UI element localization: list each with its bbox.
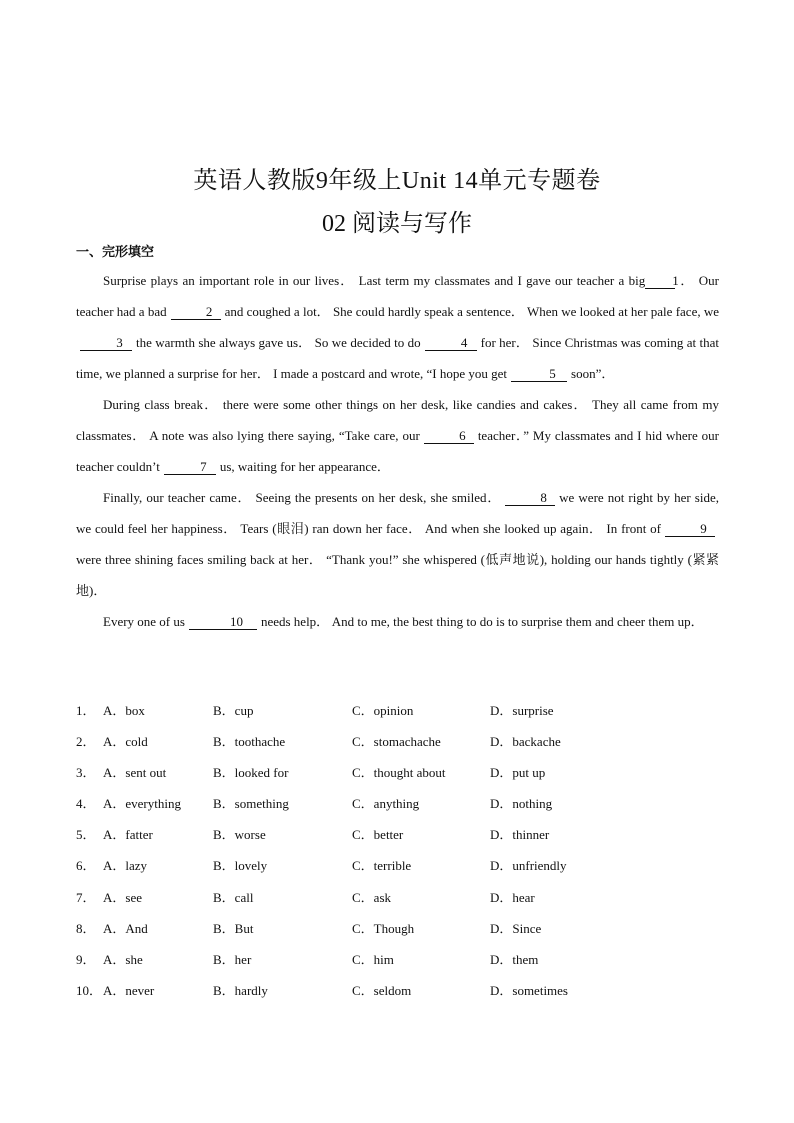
option-b: B．call <box>213 889 254 905</box>
option-a: A．sent out <box>103 765 167 781</box>
question-number: 2． <box>76 734 96 750</box>
passage-text: ． Our teacher had a bad <box>76 273 720 319</box>
option-d: D．hear <box>490 889 535 905</box>
blank-2: 2 <box>171 305 221 320</box>
question-row <box>76 700 726 731</box>
document-subtitle: 02 阅读与写作 <box>322 211 472 237</box>
blank-1: 1 <box>645 274 675 289</box>
passage-text: us, waiting for her appearance． <box>219 459 390 474</box>
blank-6: 6 <box>424 429 474 444</box>
question-number: 10． <box>76 982 103 998</box>
passage-paragraph-2 <box>76 389 719 482</box>
question-number: 9． <box>76 951 96 967</box>
document-title: 英语人教版9年级上Unit 14单元专题卷 <box>193 168 601 194</box>
option-d: D．thinner <box>490 827 550 843</box>
option-b: B．hardly <box>213 982 268 998</box>
passage-text: the warmth she always gave us． So we decided to do <box>136 335 421 350</box>
blank-10: 10 <box>189 615 257 630</box>
option-c: C．Though <box>352 920 415 936</box>
blank-7: 7 <box>164 460 216 475</box>
question-number: 6． <box>76 858 96 874</box>
blank-8: 8 <box>505 491 555 506</box>
option-c: C．ask <box>352 889 392 905</box>
blank-3: 3 <box>80 336 132 351</box>
question-number: 7． <box>76 889 96 905</box>
passage-text: for her． Since Christmas was coming at that time, we planned a surprise for her． I made a postcard and wrote, “I hope you get <box>76 335 720 381</box>
blank-5: 5 <box>511 367 567 382</box>
question-row <box>76 980 726 1011</box>
option-c: C．anything <box>352 796 420 812</box>
option-b: B．lovely <box>213 858 268 874</box>
option-d: D．Since <box>490 920 542 936</box>
passage-text: During class break． there were some other things on her desk, like candies and cakes． They all came from my classmates． A note was also lying there saying, “Take care, our <box>76 397 719 443</box>
question-row <box>76 949 726 980</box>
question-number: 4． <box>76 796 96 812</box>
option-d: D．backache <box>490 734 561 750</box>
question-list <box>76 700 726 1011</box>
option-a: A．And <box>103 920 148 936</box>
option-d: D．nothing <box>490 796 553 812</box>
question-row <box>76 824 726 855</box>
passage-text: Finally, our teacher came． Seeing the presents on her desk, she smiled． <box>103 490 502 505</box>
option-b: B．worse <box>213 827 266 843</box>
question-number: 3． <box>76 765 96 781</box>
passage-text: Every one of us <box>103 614 185 629</box>
option-d: D．surprise <box>490 703 554 718</box>
passage-paragraph-1 <box>76 265 719 389</box>
question-number: 1． <box>76 703 96 718</box>
option-d: D．put up <box>490 765 546 781</box>
option-d: D．them <box>490 951 539 967</box>
passage-text: we were not right by her side, we could feel her happiness． Tears (眼泪) ran down her face． And when she looked up again． In front of <box>76 490 719 536</box>
option-a: A．lazy <box>103 858 148 874</box>
question-number: 5． <box>76 827 96 843</box>
passage-text: teacher．” My classmates and I hid where our teacher couldn’t <box>76 428 719 474</box>
option-a: A．everything <box>103 796 181 812</box>
section-heading: 一、完形填空 <box>76 245 155 260</box>
option-c: C．thought about <box>352 765 446 781</box>
option-a: A．see <box>103 889 142 905</box>
option-b: B．cup <box>213 703 254 718</box>
option-b: B．something <box>213 796 289 812</box>
option-c: C．seldom <box>352 982 412 998</box>
passage-text: soon”． <box>571 366 615 381</box>
question-row <box>76 793 726 824</box>
question-row <box>76 918 726 949</box>
question-number: 8． <box>76 920 96 936</box>
question-row <box>76 887 726 918</box>
option-a: A．fatter <box>103 827 153 843</box>
option-c: C．terrible <box>352 858 412 874</box>
passage-text: Surprise plays an important role in our lives． Last term my classmates and I gave our teacher a big <box>103 273 646 288</box>
passage-paragraph-4 <box>76 606 719 637</box>
option-a: A．never <box>103 982 155 998</box>
passage-text: needs help． And to me, the best thing to do is to surprise them and cheer them up． <box>260 614 704 629</box>
option-c: C．him <box>352 951 394 967</box>
option-d: D．unfriendly <box>490 858 567 874</box>
cloze-passage <box>76 265 719 637</box>
blank-9: 9 <box>665 522 715 537</box>
passage-text: and coughed a lot． She could hardly speak a sentence． When we looked at her pale face, we <box>224 304 719 319</box>
option-a: A．box <box>103 703 145 718</box>
option-b: B．her <box>213 951 252 967</box>
option-d: D．sometimes <box>490 982 568 998</box>
option-c: C．opinion <box>352 703 414 718</box>
option-a: A．cold <box>103 734 148 750</box>
option-b: B．looked for <box>213 765 289 781</box>
blank-4: 4 <box>425 336 477 351</box>
option-a: A．she <box>103 951 143 967</box>
option-b: B．But <box>213 920 254 936</box>
option-c: C．stomachache <box>352 734 441 750</box>
option-c: C．better <box>352 827 404 843</box>
option-b: B．toothache <box>213 734 286 750</box>
passage-text: were three shining faces smiling back at her． “Thank you!” she whispered (低声地说), holding our hands tightly (紧紧地)． <box>76 552 719 598</box>
question-row <box>76 762 726 793</box>
question-row <box>76 855 726 886</box>
passage-paragraph-3 <box>76 482 719 606</box>
question-row <box>76 731 726 762</box>
